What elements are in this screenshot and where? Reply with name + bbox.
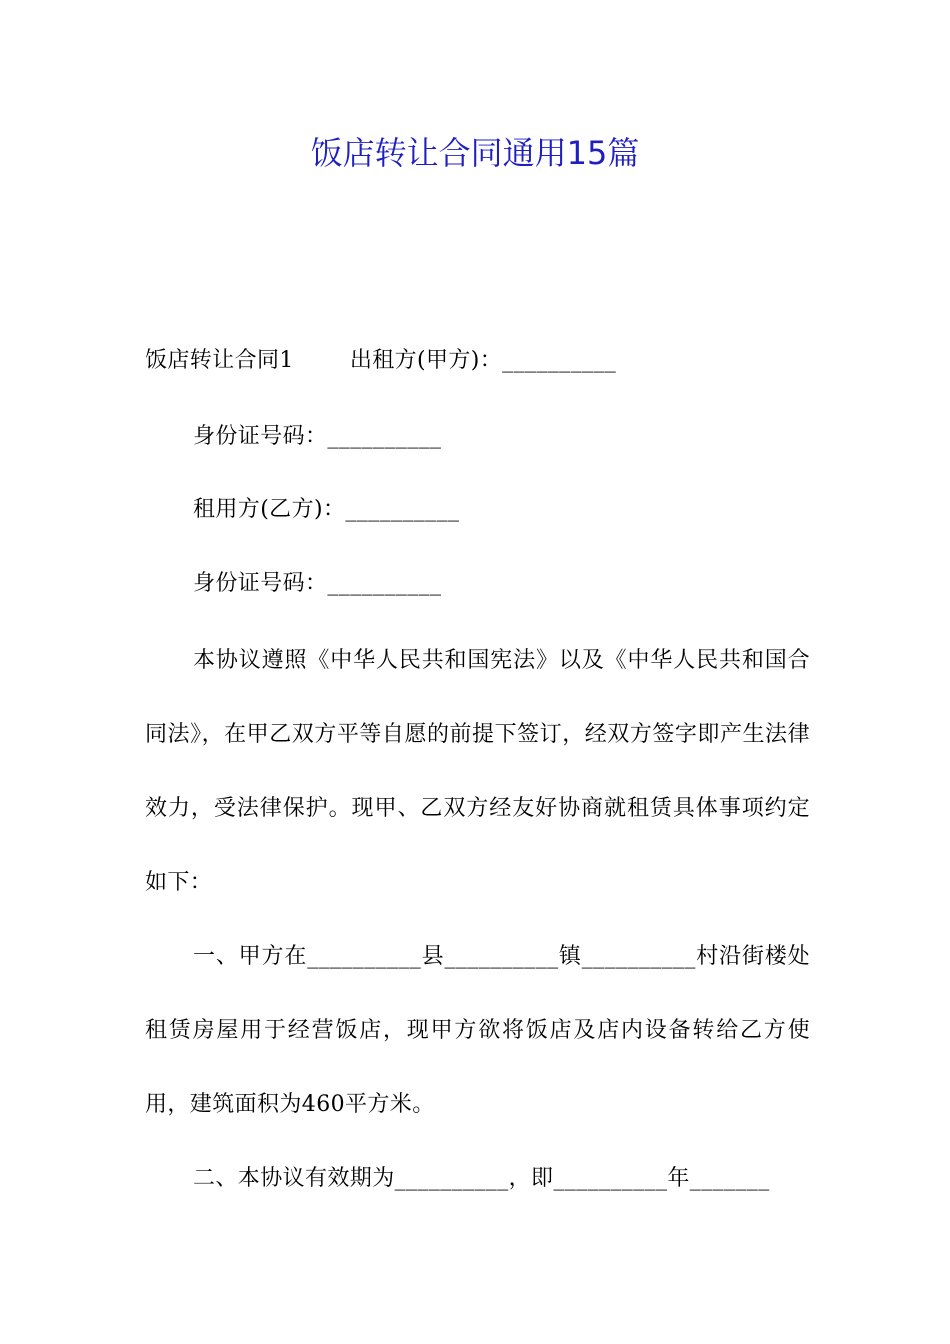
lessor-id-field: 身份证号码：__________ — [193, 424, 442, 449]
lessee-id-field: 身份证号码：__________ — [193, 571, 442, 596]
contract-number-label: 饭店转让合同1 — [145, 348, 294, 373]
clause-one-paragraph: 一、甲方在__________县__________镇__________村沿街楼处租赁房屋用于经营饭店，现甲方欲将饭店及店内设备转给乙方使用，建筑面积为460平方米。 — [145, 944, 810, 1117]
document-title: 饭店转让合同通用15篇 — [310, 134, 640, 172]
intro-paragraph: 本协议遵照《中华人民共和国宪法》以及《中华人民共和国合同法》，在甲乙双方平等自愿的前提下签订，经双方签字即产生法律效力，受法律保护。现甲、乙双方经友好协商就租赁具体事项约定如下： — [145, 648, 810, 895]
lessee-field: 租用方(乙方)：__________ — [193, 497, 460, 522]
lessor-field: 出租方(甲方)：__________ — [349, 348, 617, 373]
clause-two-paragraph: 二、本协议有效期为__________，即__________年_______ — [193, 1166, 770, 1191]
opening-line — [145, 341, 616, 381]
